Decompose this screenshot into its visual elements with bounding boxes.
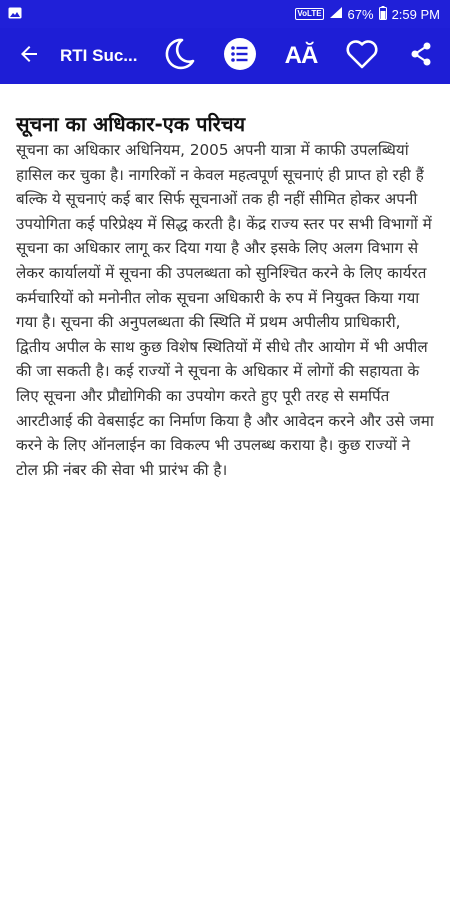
status-bar: [0, 0, 450, 28]
signal-icon: [329, 6, 343, 22]
app-bar: [0, 28, 450, 84]
article-content: [0, 84, 450, 900]
article-title: सूचना का अधिकार-एक परिचय: [16, 112, 246, 136]
font-size-icon: AĂ: [284, 42, 318, 69]
favorite-button[interactable]: [332, 28, 392, 84]
battery-icon: [379, 6, 387, 23]
font-size-button[interactable]: [270, 28, 332, 84]
back-arrow-icon: [17, 42, 41, 70]
battery-percent: 67%: [347, 6, 374, 22]
night-mode-button[interactable]: [148, 28, 210, 84]
night-mode-moon-icon: [162, 37, 196, 75]
volte-label: VoLTE: [297, 9, 322, 18]
status-right: [295, 6, 440, 23]
article-body: सूचना का अधिकार अधिनियम, 2005 अपनी यात्रा में काफी उपलब्धियां हासिल कर चुका है। नागरिकों न केवल महत्वपूर्ण सूचनाएं ही प्राप्त हो रही हैं बल्कि ये सूचनाएं कई बार सिर्फ सूचनाओं तक ही नहीं सीमित होकर अपनी उपयोगिता कई परिप्रेक्ष्य में सिद्ध करती है। केंद्र राज्य स्तर पर सभी विभागों में सूचना का अधिकार लागू कर दिया गया है और इसके लिए अलग विभाग से लेकर कार्यालयों में सूचना की उपलब्धता को सुनिश्चित करने के लिए कार्यरत कर्मचारियों को मनोनीत लोक सूचना अधिकारी के रुप में नियुक्त किया गया गया है। सूचना की अनुपलब्धता की स्थिति में प्रथम अपीलीय प्राधिकारी, द्वितीय अपील के साथ कुछ विशेष स्थितियों में सीधे तौर आयोग में भी अपील की जा सकती है। कई राज्यों ने सूचना के अधिकार में लोगों की सहायता के लिए सूचना और प्रौद्योगिकी का उपयोग करते हुए पूरी तरह से समर्पित आरटीआई की वेबसाईट का निर्माण किया है और आवेदन करने और उसे जमा करने के लिए ऑनलाईन का विकल्प भी उपलब्ध कराया है। कुछ राज्यों ने टोल फ्री नंबर की सेवा भी प्रारंभ की है।: [16, 141, 434, 479]
app-title: RTI Suc...: [60, 46, 138, 65]
status-time: 2:59 PM: [391, 6, 440, 22]
list-menu-icon: [223, 37, 257, 75]
back-button[interactable]: [0, 28, 58, 84]
share-icon: [408, 41, 434, 71]
share-button[interactable]: [392, 28, 450, 84]
gallery-notification-icon: [8, 7, 22, 22]
status-left: [8, 7, 22, 22]
heart-favorite-icon: [345, 38, 379, 74]
list-menu-button[interactable]: [210, 28, 270, 84]
